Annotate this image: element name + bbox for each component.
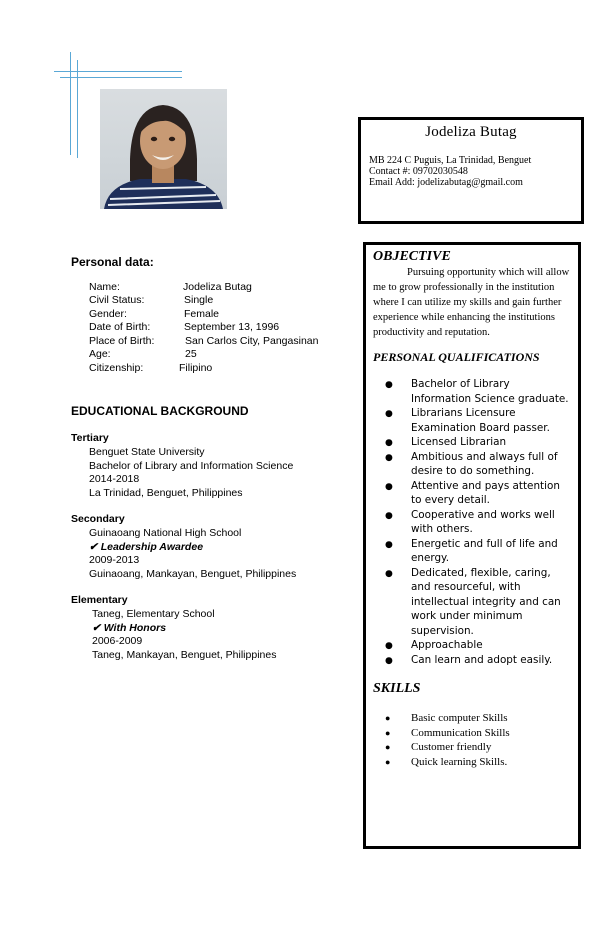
elementary-award: ✔ With Honors	[92, 621, 167, 634]
elementary-school: Taneg, Elementary School	[92, 608, 215, 620]
pd-value-age: 25	[185, 348, 197, 360]
qualification-item: ● Approachable	[373, 638, 571, 653]
contact-number-line: Contact #: 09702030548	[369, 166, 468, 177]
elementary-details	[92, 608, 276, 662]
skill-item: ● Quick learning Skills.	[373, 755, 571, 770]
qualification-item: ● Ambitious and always full of desire to do something.	[373, 450, 571, 479]
personal-data-heading: Personal data:	[71, 255, 154, 269]
secondary-school: Guinaoang National High School	[89, 527, 242, 539]
secondary-heading: Secondary	[71, 513, 125, 525]
pd-value-civil-status: Single	[184, 294, 214, 306]
tertiary-place: La Trinidad, Benguet, Philippines	[89, 486, 243, 499]
address-line: MB 224 C Puguis, La Trinidad, Benguet	[369, 155, 532, 166]
secondary-years: 2009-2013	[89, 554, 140, 566]
qualification-item: ● Librarians Licensure Examination Board passer.	[373, 406, 571, 435]
qualification-item: ● Can learn and adopt easily.	[373, 653, 571, 668]
education-heading: EDUCATIONAL BACKGROUND	[71, 404, 249, 418]
skills-list	[373, 711, 571, 769]
qualification-item: ● Licensed Librarian	[373, 435, 571, 450]
profile-photo	[100, 89, 227, 209]
email-line: Email Add: jodelizabutag@gmail.com	[369, 177, 523, 188]
elementary-heading: Elementary	[71, 594, 128, 606]
pd-value-gender: Female	[184, 308, 220, 320]
corner-decoration-line	[77, 60, 78, 158]
corner-decoration-line	[70, 52, 71, 155]
pd-label-dob: Date of Birth:	[89, 321, 151, 333]
corner-decoration-line	[60, 77, 182, 78]
secondary-details	[89, 527, 296, 581]
pd-value-dob: September 13, 1996	[184, 321, 280, 333]
tertiary-heading: Tertiary	[71, 432, 109, 444]
pd-label-citizenship: Citizenship:	[89, 362, 144, 374]
pd-label-gender: Gender:	[89, 308, 127, 320]
secondary-place: Guinaoang, Mankayan, Benguet, Philippines	[89, 567, 297, 580]
skill-item: ● Customer friendly	[373, 740, 571, 755]
applicant-name: Jodeliza Butag	[425, 124, 517, 140]
qualification-item: ● Dedicated, flexible, caring, and resourceful, with intellectual integrity and can work under minimum supervision.	[373, 566, 571, 639]
skills-heading: SKILLS	[373, 681, 421, 696]
pd-label-civil-status: Civil Status:	[89, 294, 145, 306]
corner-decoration-line	[54, 71, 182, 72]
qualification-item: ● Cooperative and works well with others.	[373, 508, 571, 537]
qualifications-list	[373, 377, 571, 667]
elementary-years: 2006-2009	[92, 635, 143, 647]
qualification-item: ● Bachelor of Library Information Science graduate.	[373, 377, 571, 406]
pd-value-pob: San Carlos City, Pangasinan	[185, 335, 319, 347]
qualification-item: ● Energetic and full of life and energy.	[373, 537, 571, 566]
skill-item: ● Basic computer Skills	[373, 711, 571, 726]
summary-box	[363, 242, 581, 849]
contact-box	[358, 117, 584, 224]
pd-value-citizenship: Filipino	[179, 362, 213, 374]
tertiary-years: 2014-2018	[89, 473, 140, 485]
pd-label-age: Age:	[89, 348, 111, 360]
qualifications-heading: PERSONAL QUALIFICATIONS	[373, 350, 540, 364]
pd-value-name: Jodeliza Butag	[183, 281, 252, 293]
tertiary-course: Bachelor of Library and Information Science	[89, 459, 294, 472]
objective-text: Pursuing opportunity which will allow me to grow professionally in the institution where I can utilize my skills and gain further experience while enhancing the institutions productivity and reputation.	[373, 267, 570, 338]
pd-label-name: Name:	[89, 281, 120, 293]
elementary-place: Taneg, Mankayan, Benguet, Philippines	[92, 648, 277, 661]
tertiary-school: Benguet State University	[89, 446, 205, 458]
pd-label-pob: Place of Birth:	[89, 335, 155, 347]
qualification-item: ● Attentive and pays attention to every detail.	[373, 479, 571, 508]
tertiary-details	[89, 446, 293, 500]
secondary-award: ✔ Leadership Awardee	[89, 540, 204, 553]
objective-heading: OBJECTIVE	[373, 249, 451, 264]
skill-item: ● Communication Skills	[373, 726, 571, 741]
